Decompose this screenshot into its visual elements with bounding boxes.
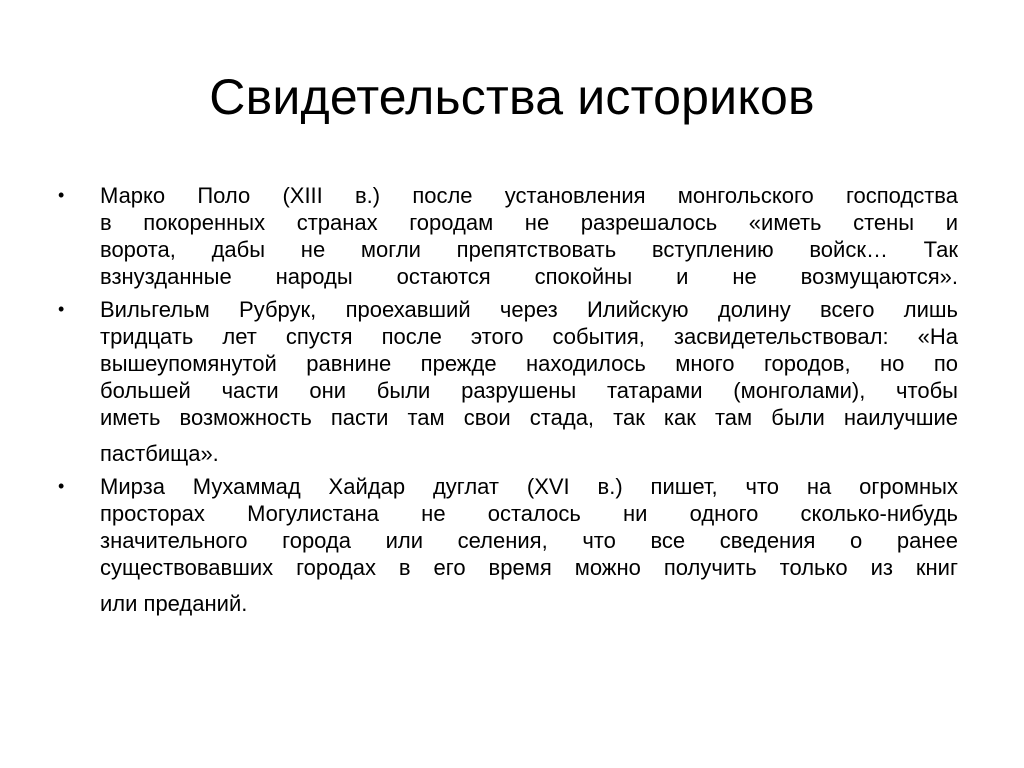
text-line: или преданий. bbox=[100, 591, 248, 616]
text-line: вышеупомянутой равнине прежде находилось много городов, но по bbox=[100, 351, 958, 376]
text-line: существовавших городах в его время можно получить только из книг bbox=[100, 555, 958, 580]
bullet-item-marco-polo bbox=[58, 182, 958, 290]
text-line: в покоренных странах городам не разрешалось «иметь стены и bbox=[100, 210, 958, 235]
text-line: Вильгельм Рубрук, проехавший через Илийскую долину всего лишь bbox=[100, 297, 958, 322]
text-line: иметь возможность пасти там свои стада, так как там были наилучшие bbox=[100, 405, 958, 430]
text-line: Марко Поло (XIII в.) после установления монгольского господства bbox=[100, 183, 958, 208]
bullet-icon: • bbox=[58, 299, 65, 319]
text-line: большей части они были разрушены татарами (монголами), чтобы bbox=[100, 378, 958, 403]
text-line: просторах Могулистана не осталось ни одного сколько-нибудь bbox=[100, 501, 958, 526]
bullet-icon: • bbox=[58, 185, 65, 205]
text-line: взнузданные народы остаются спокойны и не возмущаются». bbox=[100, 264, 958, 289]
text-line: Мирза Мухаммад Хайдар дуглат (XVI в.) пишет, что на огромных bbox=[100, 474, 958, 499]
bullet-item-mirza-haidar bbox=[58, 473, 958, 617]
text-line: тридцать лет спустя после этого события, засвидетельствовал: «На bbox=[100, 324, 958, 349]
bullet-icon: • bbox=[58, 476, 65, 496]
bullet-item-rubruck bbox=[58, 296, 958, 467]
text-line: значительного города или селения, что все сведения о ранее bbox=[100, 528, 958, 553]
slide-title: Свидетельства историков bbox=[209, 69, 815, 125]
text-line: пастбища». bbox=[100, 441, 219, 466]
text-line: ворота, дабы не могли препятствовать вступлению войск… Так bbox=[100, 237, 958, 262]
bullet-list bbox=[58, 182, 958, 623]
